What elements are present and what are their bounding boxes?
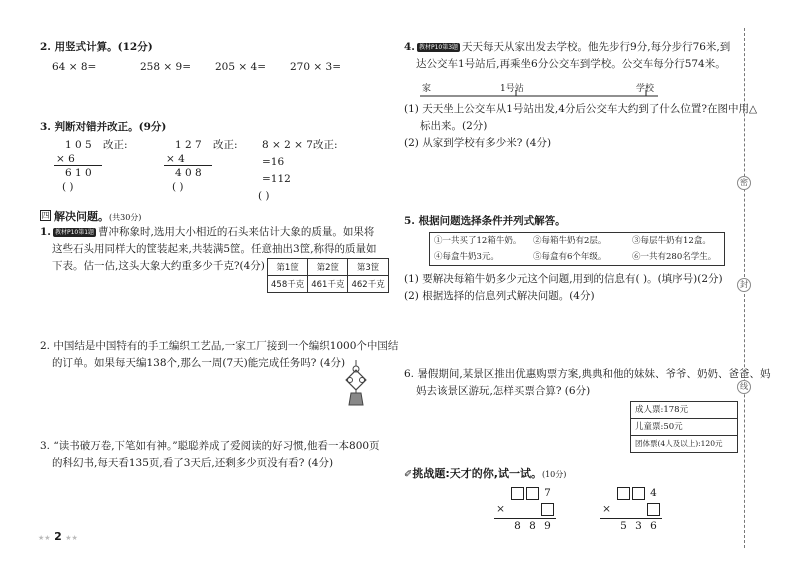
q3-calc3-line2: =16 xyxy=(262,156,285,168)
puzzle1-blank-1[interactable] xyxy=(511,487,524,500)
info-4: ④每盒牛奶3元。 xyxy=(434,252,499,262)
mass-header-1: 第1筐 xyxy=(268,259,308,276)
mass-value-1: 458千克 xyxy=(268,276,308,293)
seal-label-3: 线 xyxy=(737,380,751,394)
mass-value-2: 461千克 xyxy=(308,276,348,293)
q3-calc1-result: 6 1 0 xyxy=(65,167,92,179)
q3-calc2-result: 4 0 8 xyxy=(175,167,202,179)
info-6: ⑥一共有280名学生。 xyxy=(632,252,717,262)
mass-value-3: 462千克 xyxy=(348,276,388,293)
puzzle2-result-1: 5 xyxy=(620,520,627,532)
q3-calc2-fix: 改正: xyxy=(213,139,238,151)
problem-1-line2: 这些石头用同样大的筐装起来,共装满5筐。任意抽出3筐,称得的质量如 xyxy=(52,243,377,255)
q3-calc3-line1: 8 × 2 × 7 xyxy=(262,139,313,151)
problem-4-sub2: (2) 从家到学校有多少米? (4分) xyxy=(404,137,552,149)
q3-calc3-paren: ( ) xyxy=(258,190,270,202)
q2-item-2: 258 × 9= xyxy=(140,61,191,73)
puzzle2-blank-2[interactable] xyxy=(632,487,645,500)
mass-header-3: 第3筐 xyxy=(348,259,388,276)
problem-4-sub1-line2: 标出来。(2分) xyxy=(420,120,488,132)
challenge-header xyxy=(404,464,566,483)
puzzle1-result-1: 8 xyxy=(514,520,521,532)
q3-calc1-top: 1 0 5 xyxy=(65,139,92,151)
mass-table xyxy=(267,258,389,293)
puzzle1-blank-2[interactable] xyxy=(526,487,539,500)
q3-calc3-fix: 改正: xyxy=(313,139,338,151)
textbook-badge: 教材P10第1题 xyxy=(54,228,95,236)
challenge-score: (10分) xyxy=(541,470,567,479)
diagram-school-label: 学校 xyxy=(636,84,655,94)
puzzle1-times: × xyxy=(496,503,505,515)
problem-3-line2: 的科幻书,每天看135页,看了3天后,还剩多少页没有看? (4分) xyxy=(52,457,334,469)
section-number-icon: 四 xyxy=(41,211,50,220)
q3-calc1-paren: ( ) xyxy=(62,181,74,193)
problem-5-title: 5. 根据问题选择条件并列式解答。 xyxy=(404,215,566,227)
puzzle2-result-3: 6 xyxy=(650,520,657,532)
puzzle2-known-digit: 4 xyxy=(650,487,657,499)
problem-6-line2: 妈去该景区游玩,怎样买票合算? (6分) xyxy=(416,385,591,397)
puzzle2-times: × xyxy=(602,503,611,515)
diagram-home-label: 家 xyxy=(422,84,432,94)
price-child: 儿童票:50元 xyxy=(631,419,737,436)
q3-calc2-mid: × 4 xyxy=(166,153,185,165)
puzzle1-known-digit: 7 xyxy=(544,487,551,499)
page-number: ★★ 2 ★★ xyxy=(38,530,78,543)
q2-item-3: 205 × 4= xyxy=(215,61,266,73)
price-box xyxy=(630,401,738,453)
problem-4-sub1-line1: (1) 天天坐上公交车从1号站出发,4分后公交车大约到了什么位置?在图中用△ xyxy=(404,103,758,115)
problem-5-sub2: (2) 根据选择的信息列式解决问题。(4分) xyxy=(404,290,595,302)
q3-calc1-mid: × 6 xyxy=(56,153,75,165)
seal-label-1: 密 xyxy=(737,176,751,190)
problem-2-line1: 2. 中国结是中国特有的手工编织工艺品,一家工厂接到一个编织1000个中国结 xyxy=(40,340,399,352)
q2-item-1: 64 × 8= xyxy=(52,61,97,73)
puzzle1-result-2: 8 xyxy=(529,520,536,532)
problem-1-line3: 下表。估一估,这头大象大约重多少千克?(4分) xyxy=(52,260,265,272)
q3-calc2-paren: ( ) xyxy=(172,181,184,193)
price-adult: 成人票:178元 xyxy=(631,402,737,419)
textbook-badge-p4: 教材P10第3题 xyxy=(418,43,459,51)
chinese-knot-icon xyxy=(343,360,369,406)
price-group: 团体票(4人及以上):120元 xyxy=(635,439,723,448)
info-2: ②每箱牛奶有2层。 xyxy=(533,236,607,246)
problem-4-line1: 4. 教材P10第3题 天天每天从家出发去学校。他先步行9分,每分步行76米,到 xyxy=(404,41,731,53)
section-title: 解决问题。 xyxy=(54,210,109,223)
q2-item-4: 270 × 3= xyxy=(290,61,341,73)
q3-title: 3. 判断对错并改正。(9分) xyxy=(40,121,167,133)
mass-header-2: 第2筐 xyxy=(308,259,348,276)
puzzle1-blank-3[interactable] xyxy=(541,503,554,516)
problem-1-line1: 1. 教材P10第1题 曹冲称象时,选用大小相近的石头来估计大象的质量。如果将 xyxy=(40,226,375,238)
puzzle2-blank-3[interactable] xyxy=(647,503,660,516)
challenge-title: 挑战题:天才的你,试一试。 xyxy=(412,467,542,480)
info-5: ⑤每盒有6个年级。 xyxy=(533,252,607,262)
puzzle2-result-2: 3 xyxy=(635,520,642,532)
q3-calc2-top: 1 2 7 xyxy=(175,139,202,151)
q3-calc1-fix: 改正: xyxy=(103,139,128,151)
problem-5-sub1: (1) 要解决每箱牛奶多少元这个问题,用到的信息有( )。(填序号)(2分) xyxy=(404,273,723,285)
puzzle1-result-3: 9 xyxy=(544,520,551,532)
section-score: (共30分) xyxy=(109,213,142,222)
problem-3-line1: 3. “读书破万卷,下笔如有神。”聪聪养成了爱阅读的好习惯,他看一本800页 xyxy=(40,440,380,452)
challenge-pen-icon: ✐ xyxy=(404,469,413,480)
problem-6-line1: 6. 暑假期间,某景区推出优惠购票方案,典典和他的妹妹、爷爷、奶奶、爸爸、妈 xyxy=(404,368,771,380)
info-box xyxy=(429,232,725,266)
q3-calc3-line3: =112 xyxy=(262,173,291,185)
problem-4-line2: 达公交车1号站后,再乘坐6分公交车到学校。公交车每分行574米。 xyxy=(416,58,726,70)
q2-title: 2. 用竖式计算。(12分) xyxy=(40,41,153,53)
info-3: ③每层牛奶有12盒。 xyxy=(632,236,711,246)
info-1: ①一共买了12箱牛奶。 xyxy=(434,236,522,246)
problem-2-line2: 的订单。如果每天编138个,那么一周(7天)能完成任务吗? (4分) xyxy=(52,357,346,369)
diagram-stop-label: 1号站 xyxy=(500,84,524,94)
seal-label-2: 封 xyxy=(737,278,751,292)
puzzle2-blank-1[interactable] xyxy=(617,487,630,500)
